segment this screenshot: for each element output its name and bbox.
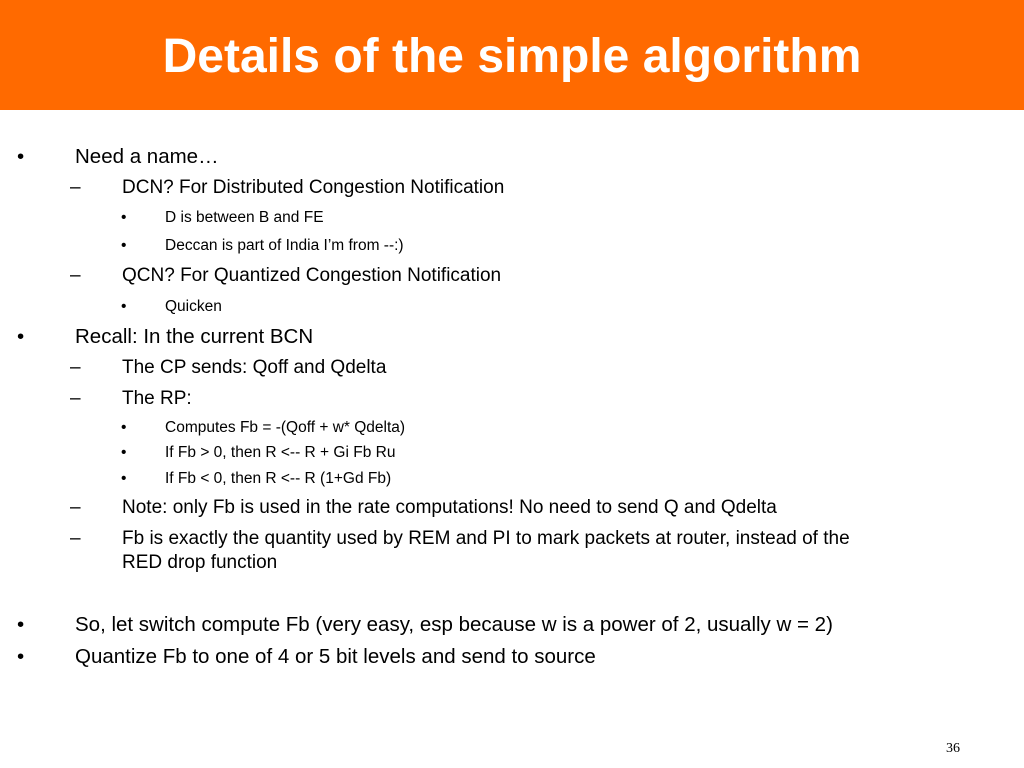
sub-sub-item-text: Quicken	[165, 298, 222, 315]
sub-item-text: DCN? For Distributed Congestion Notification	[122, 177, 505, 198]
bullet-marker: •	[17, 325, 25, 348]
sub-item-text: The RP:	[122, 388, 192, 409]
bullet-marker: •	[121, 237, 127, 254]
sub-item-text: Note: only Fb is used in the rate computations! No need to send Q and Qdelta	[122, 497, 777, 518]
sub-sub-item-text: If Fb > 0, then R <-- R + Gi Fb Ru	[165, 444, 396, 461]
dash-marker: –	[70, 497, 81, 518]
sub-item-text: The CP sends: Qoff and Qdelta	[122, 357, 387, 378]
bullet-text: Need a name…	[75, 145, 219, 168]
bullet-marker: •	[121, 419, 127, 436]
bullet-text: Quantize Fb to one of 4 or 5 bit levels and send to source	[75, 645, 596, 668]
dash-marker: –	[70, 388, 81, 409]
bullet-marker: •	[17, 145, 25, 168]
sub-sub-item-text: D is between B and FE	[165, 209, 324, 226]
sub-item-text: Fb is exactly the quantity used by REM and PI to mark packets at router, instead of the	[122, 528, 850, 549]
slide-number: 36	[946, 741, 960, 756]
bullet-marker: •	[17, 645, 25, 668]
dash-marker: –	[70, 177, 81, 198]
sub-item-text: RED drop function	[122, 552, 278, 573]
sub-sub-item-text: Computes Fb = -(Qoff + w* Qdelta)	[165, 419, 406, 436]
bullet-marker: •	[121, 444, 127, 461]
dash-marker: –	[70, 528, 81, 549]
bullet-marker: •	[121, 470, 127, 487]
slide-title: Details of the simple algorithm	[162, 30, 862, 83]
sub-item-text: QCN? For Quantized Congestion Notification	[122, 265, 502, 286]
sub-sub-item-text: If Fb < 0, then R <-- R (1+Gd Fb)	[165, 470, 392, 487]
dash-marker: –	[70, 265, 81, 286]
bullet-text: Recall: In the current BCN	[75, 325, 314, 348]
bullet-marker: •	[121, 209, 127, 226]
dash-marker: –	[70, 357, 81, 378]
title-bar	[0, 0, 1024, 110]
bullet-text: So, let switch compute Fb (very easy, esp because w is a power of 2, usually w = 2)	[75, 613, 833, 636]
bullet-marker: •	[121, 298, 127, 315]
sub-sub-item-text: Deccan is part of India I’m from --:)	[165, 237, 404, 254]
bullet-marker: •	[17, 613, 25, 636]
